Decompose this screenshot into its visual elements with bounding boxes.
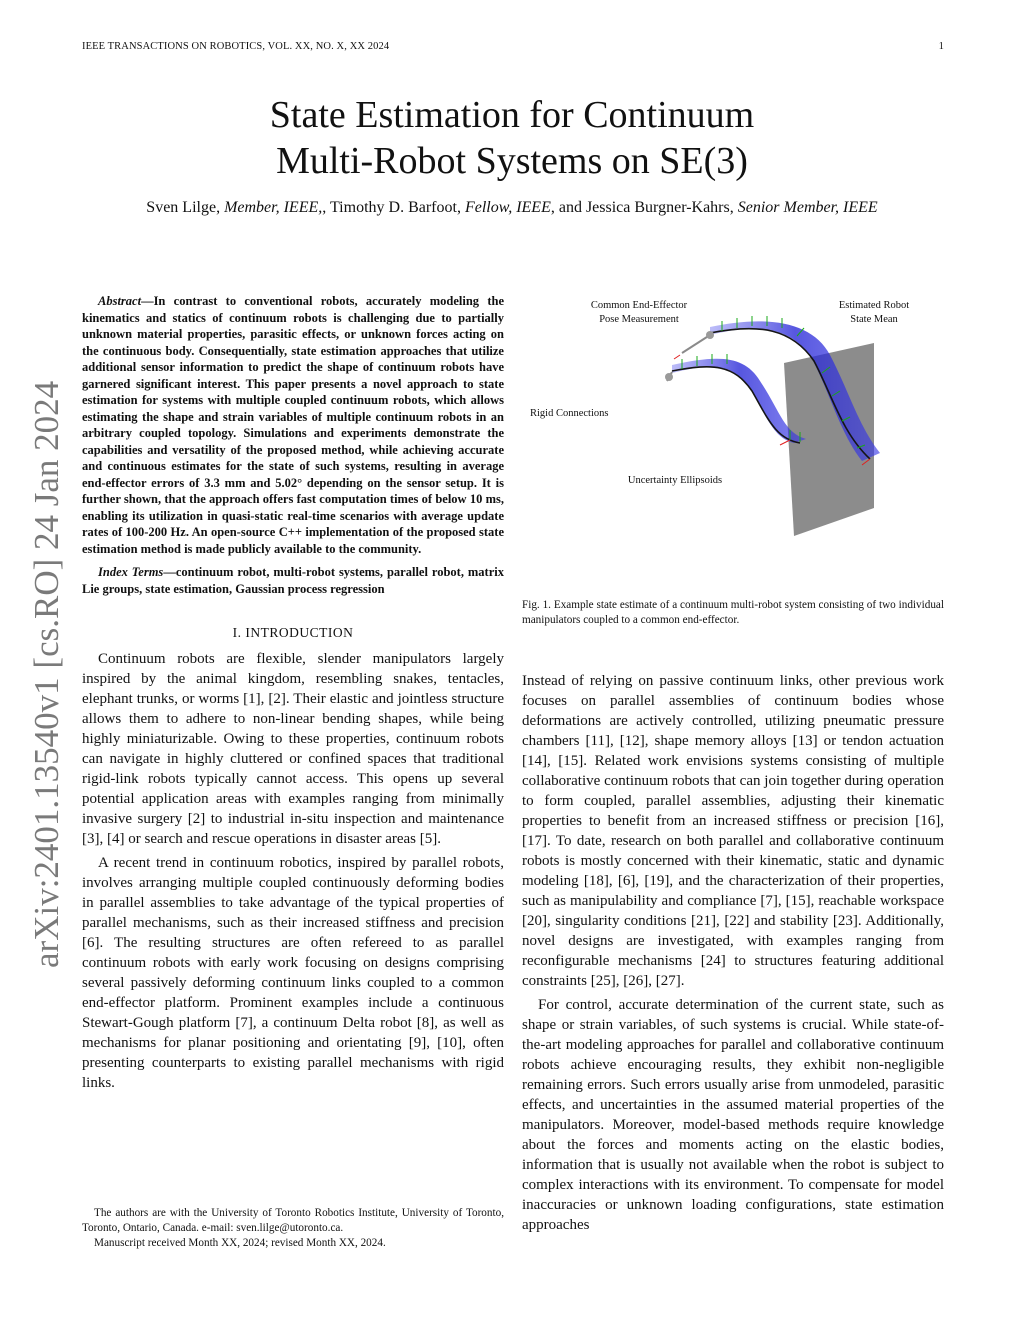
author-1-name: Sven Lilge, bbox=[146, 199, 225, 216]
journal-header: IEEE TRANSACTIONS ON ROBOTICS, VOL. XX, NO. X, XX 2024 bbox=[82, 41, 390, 52]
section-heading-introduction: I. INTRODUCTION bbox=[232, 625, 354, 640]
arxiv-stamp: arXiv:2401.13540v1 [cs.RO] 24 Jan 2024 bbox=[27, 380, 66, 968]
paragraph: Continuum robots are flexible, slender manipulators largely inspired by the animal kingdom, resembling snakes, tentacles, elephant trunks, or worms [1], [2]. Their elastic and jointless structure allows them to adhere to non-linear bending shapes, while being highly miniaturizable. Owing to these properties, continuum robots can navigate in highly cluttered or confined spaces that traditional rigid-link robots typically cannot access. This opens up several potential application areas with examples ranging from minimally invasive surgery [2] to industrial in-situ inspection and maintenance [3], [4] or search and rescue operations in disaster areas [5]. bbox=[82, 651, 504, 847]
paragraph: A recent trend in continuum robotics, inspired by parallel robots, involves arranging multiple coupled continuously deforming bodies in parallel assemblies to take advantage of the typical properties of parallel mechanisms, such as their increased stiffness and precision [6]. The resulting structures are often refereed to as parallel continuum robots with early work focusing on designs comprising several passively deforming continuum links coupled to a common end-effector platform. Prominent examples include a continuous Stewart-Gough platform [7], a continuum Delta robot [8], as well as mechanisms for planar positioning and orientating [9], [10], often presenting counterparts to existing parallel mechanisms with rigid links. bbox=[82, 855, 504, 1091]
footnote bbox=[82, 1206, 504, 1251]
index-terms bbox=[82, 564, 504, 597]
author-2-role: Fellow, IEEE bbox=[464, 199, 551, 216]
figure-caption: Fig. 1. Example state estimate of a continuum multi-robot system consisting of two individual manipulators coupled to a common end-effector. bbox=[522, 599, 944, 626]
index-terms-lead: Index Terms bbox=[98, 565, 164, 579]
paragraph: For control, accurate determination of the current state, such as shape or strain variables, of such systems is crucial. While state-of-the-art modeling approaches for parallel and collaborative continuum robots achieve encouraging results, they exhibit non-negligible remaining errors. Such errors usually arise from unmodeled, parasitic effects, and uncertainties in the assumed material properties of the manipulators. Moreover, model-based methods require knowledge about the forces and moments acting on the elastic bodies, information that is usually not available when the robot is subject to complex interactions with its environment. To compensate for model inaccuracies or unknown loading configurations, state estimation approaches bbox=[522, 997, 944, 1233]
left-column bbox=[82, 293, 504, 1093]
title-line-1: State Estimation for Continuum bbox=[269, 94, 755, 136]
figure-1 bbox=[522, 293, 944, 593]
author-sep-1: , Timothy D. Barfoot, bbox=[322, 199, 465, 216]
paragraph: Instead of relying on passive continuum links, other previous work focuses on parallel assemblies of continuum bodies whose deformations are actively controlled, utilizing pneumatic pressure chambers [11], [12], shape memory alloys [13] or tendon actuation [14], [15]. Related work envisions systems consisting of multiple collaborative continuum robots that can join together during operation to form coupled, parallel assemblies, adjusting their kinematic properties to benefit from an increased stiffness or precision [16], [17]. To date, research on both parallel and collaborative continuum robots is mostly concerned with their kinematic, static and dynamic modeling [18], [6], [19], and the characterization of their properties, such as manipulability and compliance [7], [15], reachable workspace [20], singularity conditions [21], [22] and stability [23]. Additionally, novel designs are investigated, with examples ranging from reconfigurable mechanisms [24] to structures featuring additional constraints [25], [26], [27]. bbox=[522, 673, 944, 989]
connection-node-upper bbox=[706, 331, 714, 339]
figure-illustration bbox=[522, 293, 944, 593]
author-sep-2: , and Jessica Burgner-Kahrs, bbox=[550, 199, 738, 216]
label-end-effector: Common End-Effector Pose Measurement bbox=[590, 300, 688, 325]
footnote-manuscript: Manuscript received Month XX, 2024; revised Month XX, 2024. bbox=[94, 1237, 386, 1249]
author-3-role: Senior Member, IEEE bbox=[737, 199, 878, 216]
footnote-affiliation: The authors are with the University of Toronto Robotics Institute, University of Toronto, Toronto, Ontario, Canada. e-mail: sven.lilge@utoronto.ca. bbox=[82, 1207, 504, 1234]
title-line-2: Multi-Robot Systems on SE(3) bbox=[276, 140, 748, 182]
label-state-mean: Estimated Robot State Mean bbox=[838, 300, 910, 325]
author-1-role: Member, IEEE, bbox=[224, 199, 323, 216]
label-uncertainty-ellipsoids: Uncertainty Ellipsoids bbox=[627, 475, 723, 486]
index-terms-text: —continuum robot, multi-robot systems, parallel robot, matrix Lie groups, state estimation, Gaussian process regression bbox=[82, 565, 504, 596]
rigid-connection-upper bbox=[682, 335, 710, 353]
abstract-text: —In contrast to conventional robots, accurately modeling the kinematics and statics of continuum robots is challenging due to partially unknown material properties, parasitic effects, or unknown forces acting on the continuous body. Consequentially, state estimation approaches that utilize additional sensor information to predict the shape of continuum robots have garnered significant interest. This paper presents a novel approach to state estimation for systems with multiple coupled continuum robots, which allows estimating the shape and strain variables of multiple continuum robots in an arbitrary coupled topology. Simulations and experiments demonstrate the capabilities and versatility of the proposed method, while achieving accurate and continuous estimates for the state of such systems, resulting in average end-effector errors of 3.3 mm and 5.02° depending on the sensor setup. It is further shown, that the approach offers fast computation times of below 10 ms, enabling its utilization in quasi-static real-time scenarios with average update rates of 100-200 Hz. An open-source C++ implementation of the proposed state estimation method is made publicly available to the community. bbox=[82, 294, 504, 556]
right-column bbox=[522, 671, 944, 1235]
connection-node-lower bbox=[665, 373, 673, 381]
page-number: 1 bbox=[938, 41, 944, 52]
running-head bbox=[82, 41, 944, 52]
abstract-lead: Abstract bbox=[98, 294, 142, 308]
author-list bbox=[0, 199, 1024, 217]
paper-title bbox=[0, 92, 1024, 184]
label-rigid-connections: Rigid Connections bbox=[530, 408, 609, 419]
abstract bbox=[82, 293, 504, 557]
